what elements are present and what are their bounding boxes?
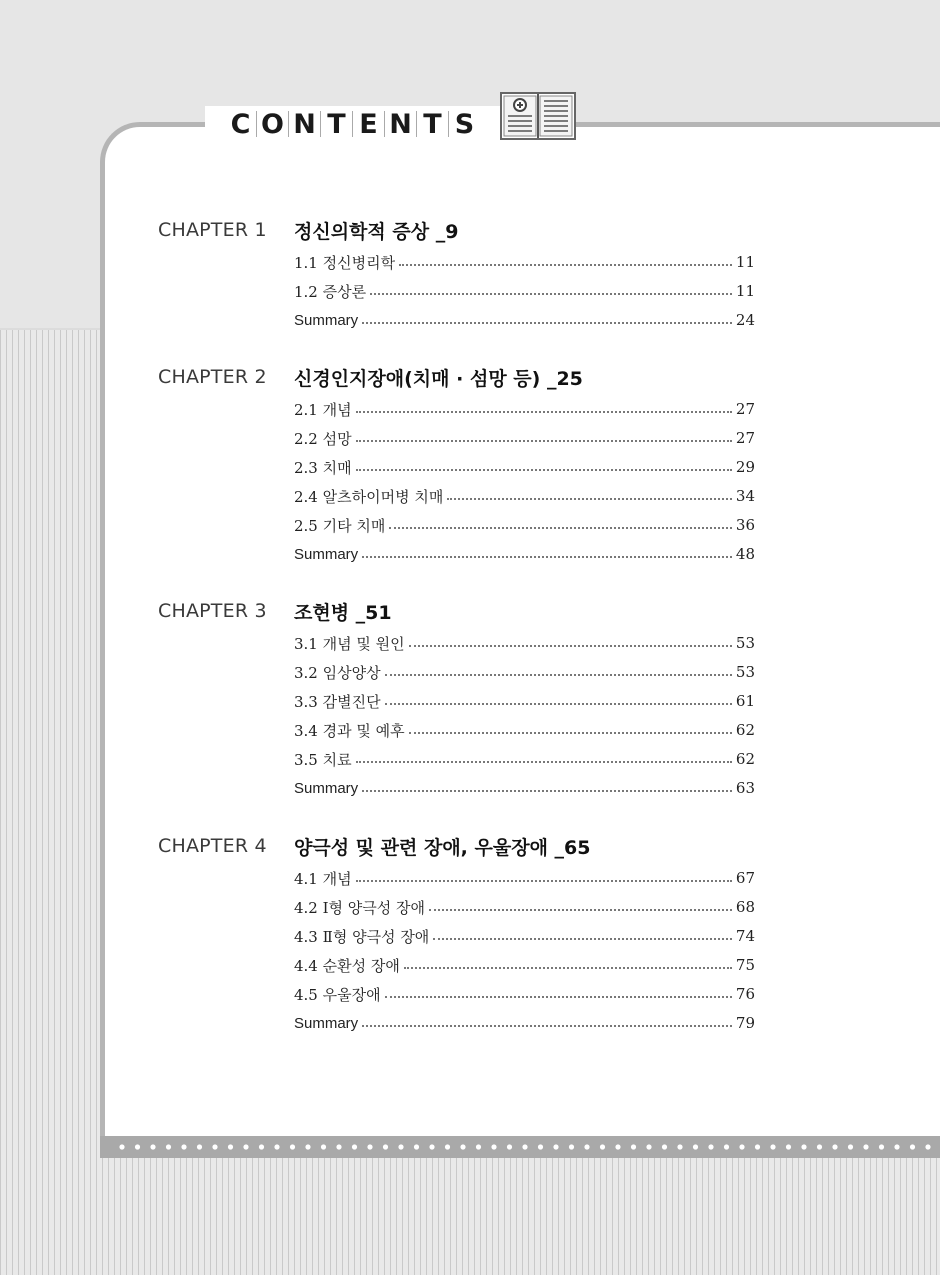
- toc-entry-page: 27: [735, 400, 755, 418]
- toc-entry-label: 1.2 증상론: [294, 282, 367, 301]
- toc-entry-page: 76: [735, 985, 755, 1003]
- leader-dots: [385, 674, 732, 676]
- footer-dot: [135, 1144, 140, 1149]
- toc-entry-page: 24: [735, 311, 755, 329]
- footer-dot: [584, 1144, 589, 1149]
- footer-dot: [367, 1144, 372, 1149]
- toc-entry-label: 3.4 경과 및 예후: [294, 721, 405, 740]
- footer-dot: [863, 1144, 868, 1149]
- leader-dots: [356, 411, 732, 413]
- leader-dots: [409, 645, 732, 647]
- toc-entry-label: Summary: [294, 545, 359, 563]
- leader-dots: [447, 498, 732, 500]
- toc-entry[interactable]: [294, 309, 755, 331]
- footer-dot: [925, 1144, 930, 1149]
- footer-dot: [274, 1144, 279, 1149]
- title-letter: N: [293, 108, 316, 140]
- toc-entry-label: 2.3 치매: [294, 458, 352, 477]
- toc-entry[interactable]: [294, 543, 755, 565]
- leader-dots: [385, 996, 732, 998]
- title-letter: C: [230, 108, 251, 140]
- toc-entry[interactable]: [294, 896, 755, 918]
- leader-dots: [362, 790, 732, 792]
- toc-entry-label: 4.2 Ⅰ형 양극성 장애: [294, 898, 426, 917]
- toc-entry[interactable]: [294, 661, 755, 683]
- toc-entry-page: 61: [735, 692, 755, 710]
- title-letter: T: [423, 108, 442, 140]
- toc-entry-page: 36: [735, 516, 755, 534]
- toc-entry-label: 2.1 개념: [294, 400, 352, 419]
- title-letter: E: [359, 108, 378, 140]
- toc-entry-page: 74: [735, 927, 755, 945]
- contents-title: [228, 104, 477, 144]
- toc-entry-page: 11: [735, 253, 755, 271]
- toc-entry-page: 62: [735, 750, 755, 768]
- title-divider: [384, 111, 385, 137]
- footer-dot: [259, 1144, 264, 1149]
- footer-dot: [429, 1144, 434, 1149]
- footer-dot: [693, 1144, 698, 1149]
- toc-entry-label: 4.3 Ⅱ형 양극성 장애: [294, 927, 430, 946]
- footer-dot: [290, 1144, 295, 1149]
- toc-entry-label: 3.3 감별진단: [294, 692, 381, 711]
- chapter-label: CHAPTER 1: [158, 219, 267, 241]
- footer-dot: [848, 1144, 853, 1149]
- footer-dot: [677, 1144, 682, 1149]
- title-letter: O: [261, 108, 284, 140]
- footer-dot: [460, 1144, 465, 1149]
- footer-dot: [801, 1144, 806, 1149]
- toc-entry-label: 4.4 순환성 장애: [294, 956, 400, 975]
- leader-dots: [356, 469, 732, 471]
- footer-dot: [414, 1144, 419, 1149]
- toc-entry-page: 53: [735, 634, 755, 652]
- footer-dot: [321, 1144, 326, 1149]
- chapter-title: 양극성 및 관련 장애, 우울장애 _65: [294, 836, 591, 859]
- footer-dot: [879, 1144, 884, 1149]
- leader-dots: [362, 322, 732, 324]
- leader-dots: [409, 732, 732, 734]
- footer-dot: [352, 1144, 357, 1149]
- toc-entry[interactable]: [294, 748, 755, 770]
- toc-entry[interactable]: [294, 251, 755, 273]
- footer-dot: [615, 1144, 620, 1149]
- footer-dot: [553, 1144, 558, 1149]
- chapter-heading[interactable]: [158, 831, 590, 861]
- footer-dot: [181, 1144, 186, 1149]
- toc-entry[interactable]: [294, 456, 755, 478]
- footer-dot: [724, 1144, 729, 1149]
- title-divider: [256, 111, 257, 137]
- footer-dot: [569, 1144, 574, 1149]
- title-letter: T: [327, 108, 346, 140]
- footer-dot: [476, 1144, 481, 1149]
- toc-entry-label: 3.1 개념 및 원인: [294, 634, 405, 653]
- toc-entry-label: 2.4 알츠하이머병 치매: [294, 487, 444, 506]
- leader-dots: [356, 440, 732, 442]
- bottom-striped-margin: [0, 1158, 940, 1275]
- toc-entry[interactable]: [294, 398, 755, 420]
- footer-dot: [708, 1144, 713, 1149]
- toc-entry[interactable]: [294, 777, 755, 799]
- toc-entry-page: 63: [735, 779, 755, 797]
- leader-dots: [433, 938, 732, 940]
- toc-entry-page: 75: [735, 956, 755, 974]
- leader-dots: [356, 880, 732, 882]
- chapter-title: 신경인지장애(치매 · 섬망 등) _25: [294, 367, 583, 390]
- leader-dots: [356, 761, 732, 763]
- toc-entry[interactable]: [294, 1012, 755, 1034]
- toc-entry-page: 67: [735, 869, 755, 887]
- chapter-title: 조현병 _51: [294, 601, 392, 624]
- left-striped-margin: [0, 330, 100, 1275]
- toc-entry-label: 4.5 우울장애: [294, 985, 381, 1004]
- leader-dots: [404, 967, 732, 969]
- toc-entry-label: 4.1 개념: [294, 869, 352, 888]
- chapter-label: CHAPTER 2: [158, 366, 267, 388]
- toc-entry[interactable]: [294, 954, 755, 976]
- title-divider: [416, 111, 417, 137]
- footer-dot: [445, 1144, 450, 1149]
- footer-dot: [228, 1144, 233, 1149]
- toc-entry[interactable]: [294, 925, 755, 947]
- toc-entry-page: 53: [735, 663, 755, 681]
- leader-dots: [389, 527, 732, 529]
- toc-entry-page: 62: [735, 721, 755, 739]
- toc-entry-label: 1.1 정신병리학: [294, 253, 396, 272]
- chapter-heading[interactable]: [158, 362, 583, 392]
- leader-dots: [370, 293, 732, 295]
- footer-dot: [817, 1144, 822, 1149]
- toc-entry-page: 11: [735, 282, 755, 300]
- footer-dot: [538, 1144, 543, 1149]
- footer-dot: [305, 1144, 310, 1149]
- chapter-heading[interactable]: [158, 596, 392, 626]
- footer-dot: [150, 1144, 155, 1149]
- footer-dot: [894, 1144, 899, 1149]
- toc-entry[interactable]: [294, 632, 755, 654]
- toc-entry[interactable]: [294, 514, 755, 536]
- toc-entry-label: Summary: [294, 1014, 359, 1032]
- title-divider: [448, 111, 449, 137]
- toc-entry-page: 48: [735, 545, 755, 563]
- toc-entry[interactable]: [294, 983, 755, 1005]
- footer-dot: [507, 1144, 512, 1149]
- footer-dot: [786, 1144, 791, 1149]
- toc-entry[interactable]: [294, 690, 755, 712]
- footer-dot: [212, 1144, 217, 1149]
- toc-entry-label: 3.2 임상양상: [294, 663, 381, 682]
- footer-dot: [770, 1144, 775, 1149]
- footer-dot: [631, 1144, 636, 1149]
- chapter-label: CHAPTER 4: [158, 835, 267, 857]
- footer-dot: [739, 1144, 744, 1149]
- footer-dot: [491, 1144, 496, 1149]
- leader-dots: [385, 703, 732, 705]
- leader-dots: [429, 909, 732, 911]
- footer-dot: [832, 1144, 837, 1149]
- toc-entry-label: 2.5 기타 치매: [294, 516, 386, 535]
- toc-entry-page: 68: [735, 898, 755, 916]
- toc-entry[interactable]: [294, 485, 755, 507]
- toc-entry-label: Summary: [294, 311, 359, 329]
- toc-entry-page: 79: [735, 1014, 755, 1032]
- footer-dot: [910, 1144, 915, 1149]
- toc-entry[interactable]: [294, 280, 755, 302]
- chapter-heading[interactable]: [158, 215, 458, 245]
- toc-entry-label: 2.2 섬망: [294, 429, 352, 448]
- toc-entry-page: 29: [735, 458, 755, 476]
- footer-dot: [522, 1144, 527, 1149]
- leader-dots: [362, 1025, 732, 1027]
- footer-dot: [166, 1144, 171, 1149]
- chapter-title: 정신의학적 증상 _9: [294, 220, 459, 243]
- toc-entry-label: Summary: [294, 779, 359, 797]
- footer-dot: [119, 1144, 124, 1149]
- open-book-icon: [500, 92, 576, 140]
- toc-entry[interactable]: [294, 427, 755, 449]
- title-letter: N: [389, 108, 412, 140]
- toc-entry-page: 27: [735, 429, 755, 447]
- footer-dot: [336, 1144, 341, 1149]
- toc-entry-page: 34: [735, 487, 755, 505]
- footer-dot: [383, 1144, 388, 1149]
- footer-dot: [646, 1144, 651, 1149]
- footer-dot: [398, 1144, 403, 1149]
- toc-entry[interactable]: [294, 867, 755, 889]
- header-rule: [580, 122, 940, 127]
- toc-entry[interactable]: [294, 719, 755, 741]
- footer-dot: [662, 1144, 667, 1149]
- title-letter: S: [454, 108, 475, 140]
- title-divider: [320, 111, 321, 137]
- footer-dot-band: [100, 1136, 940, 1158]
- footer-dot: [755, 1144, 760, 1149]
- footer-dot: [600, 1144, 605, 1149]
- chapter-label: CHAPTER 3: [158, 600, 267, 622]
- toc-entry-label: 3.5 치료: [294, 750, 352, 769]
- leader-dots: [362, 556, 732, 558]
- title-divider: [352, 111, 353, 137]
- footer-dot: [197, 1144, 202, 1149]
- title-divider: [288, 111, 289, 137]
- leader-dots: [399, 264, 732, 266]
- footer-dot: [243, 1144, 248, 1149]
